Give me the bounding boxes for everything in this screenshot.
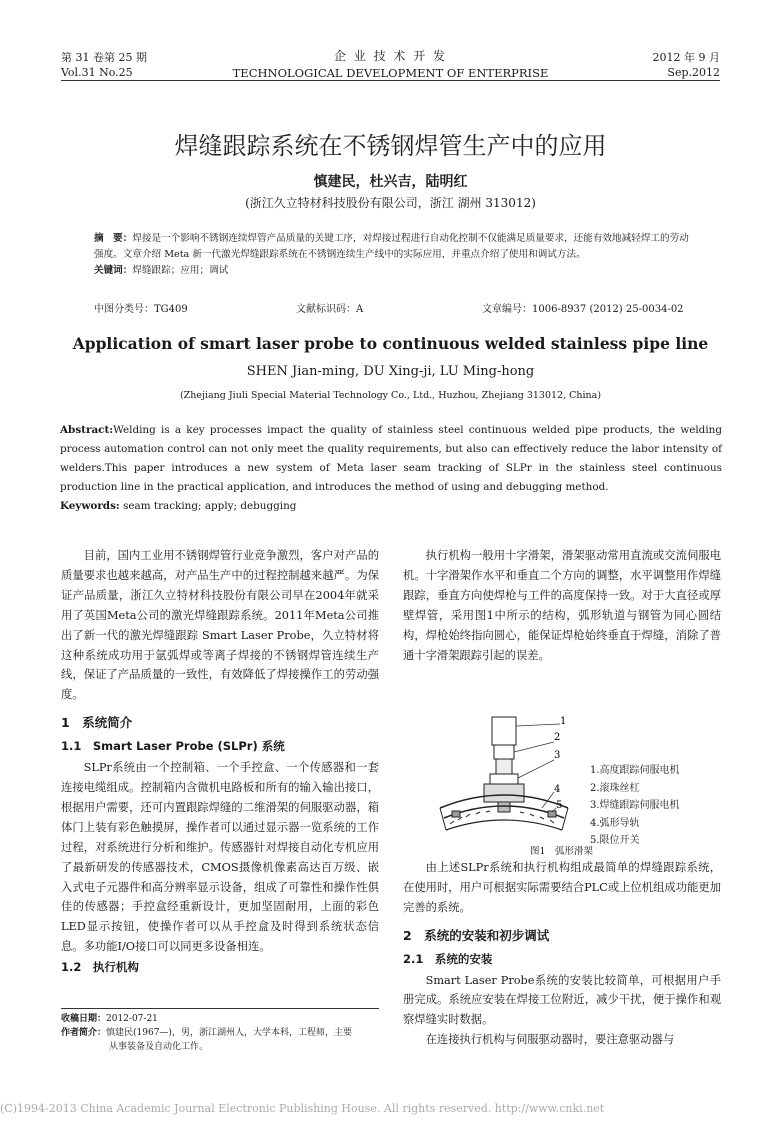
keywords-cn-label: 关键词： xyxy=(94,265,133,276)
legend-item-4: 4.弧形导轨 xyxy=(590,817,640,829)
right-column-bottom xyxy=(403,858,721,1050)
abstract-cn xyxy=(94,231,694,279)
volume-en: Vol.31 No.25 xyxy=(61,66,133,79)
section-1-1-paragraph: SLPr系统由一个控制箱、一个手控盒、一个传感器和一套连接电缆组成。控制箱内含微机电路板和所有的输入输出接口，根据用户需要，还可内置跟踪焊缝的二维滑架的伺服驱动器，箱体门上装有彩色触摸屏，操作者可以通过显示器一览系统的工作过程，对系统进行分析和维护。传感器针对焊接自动化专机应用了最新研发的传感器技术，CMOS摄像机像素高达百万级、嵌入式电子元器件和高分辨率显示设备，组成了可靠性和操作性俱佳的传感器；手控盒经重新设计，更加坚固耐用，上面的彩色LED显示按钮，使操作者可以从手控盒及时得到系统状态信息。多功能I/O接口可以同更多设备相连。 xyxy=(61,761,379,954)
paper-title-en: Application of smart laser probe to continuous welded stainless pipe line xyxy=(72,334,709,353)
legend-item-5: 5.限位开关 xyxy=(590,835,640,846)
abstract-cn-label: 摘 要： xyxy=(94,233,133,244)
footnote-rule xyxy=(61,1008,379,1009)
section-1-1-heading: 1.1 Smart Laser Probe (SLPr) 系统 xyxy=(61,739,285,754)
section-2-1-heading: 2.1 系统的安装 xyxy=(403,951,493,966)
header-rule xyxy=(61,80,720,81)
intro-paragraph: 目前，国内工业用不锈钢焊管行业竞争激烈，客户对产品的质量要求也越来越高，对产品生产中的过程控制越来越严。为保证产品质量，浙江久立特材科技股份有限公司早在2004年就采用了英国Meta公司的激光焊缝跟踪系统。2011年Meta公司推出了新一代的激光焊缝跟踪 Smart Laser Probe，久立特材将这种系统成功用于氩弧焊或等离子焊接的不锈钢焊管连续生产线，保证了产品质量的一致性，有效降低了焊接操作工的劳动强度。 xyxy=(61,549,379,702)
authors-cn: 慎建民，杜兴吉，陆明红 xyxy=(313,174,468,190)
abstract-en xyxy=(60,421,722,516)
callout-2: 2 xyxy=(554,732,561,743)
section-2-1-paragraph-a: Smart Laser Probe系统的安装比较简单，可根据用户手册完成。系统应安装在焊接工位附近，减少干扰，便于操作和观察焊缝实时数据。 xyxy=(403,973,721,1027)
figure-caption: 图1 弧形滑架 xyxy=(530,846,594,857)
author-bio-line2: 从事装备及自动化工作。 xyxy=(109,1042,209,1052)
keywords-en-text: seam tracking; apply; debugging xyxy=(119,500,297,512)
section-1-2-paragraph: 执行机构一般用十字滑架，滑架驱动常用直流或交流伺服电机。十字滑架作水平和垂直二个方向的调整，水平调整用作焊缝跟踪，垂直方向使焊枪与工件的高度保持一致。对于大直径或厚壁焊管，采用图1中所示的结构，弧形轨道与钢管为同心圆结构，焊枪始终指向圆心，能保证焊枪始终垂直于焊缝，消除了普通十字滑架跟踪引起的误差。 xyxy=(403,549,721,662)
callout-1: 1 xyxy=(560,716,567,727)
callout-4: 4 xyxy=(554,784,561,795)
right-column-top xyxy=(403,546,721,665)
paper-title-cn: 焊缝跟踪系统在不锈钢焊管生产中的应用 xyxy=(174,132,607,160)
keywords-cn-text: 焊缝跟踪；应用；调试 xyxy=(132,265,229,276)
date-cn: 2012 年 9 月 xyxy=(652,51,720,64)
received-label: 收稿日期： xyxy=(61,1014,107,1024)
affiliation-en: (Zhejiang Jiuli Special Material Technology Co., Ltd., Huzhou, Zhejiang 313012, China) xyxy=(179,390,602,401)
journal-name-en: TECHNOLOGICAL DEVELOPMENT OF ENTERPRISE xyxy=(232,66,549,80)
left-column xyxy=(61,546,379,978)
legend-item-3: 3.焊缝跟踪伺服电机 xyxy=(590,800,680,811)
keywords-en-label: Keywords: xyxy=(60,500,120,512)
document-code: 文献标识码：A xyxy=(296,304,364,315)
legend-item-1: 1.高度跟踪伺服电机 xyxy=(590,765,680,776)
author-bio-label: 作者简介： xyxy=(61,1028,107,1038)
figure-legend xyxy=(590,762,680,850)
volume-cn: 第 31 卷第 25 期 xyxy=(61,51,147,64)
article-number: 文章编号：1006-8937 (2012) 25-0034-02 xyxy=(482,304,684,315)
footnote xyxy=(61,1012,383,1054)
callout-3: 3 xyxy=(554,750,561,761)
author-bio-line1: 慎建民(1967—)，男，浙江湖州人，大学本科，工程师，主要 xyxy=(106,1028,352,1038)
section-2-1-paragraph-b: 在连接执行机构与伺服驱动器时，要注意驱动器与 xyxy=(425,1033,675,1047)
section-2-heading: 2 系统的安装和初步调试 xyxy=(403,927,550,943)
received-date: 2012-07-21 xyxy=(106,1014,158,1024)
section-1-2-heading: 1.2 执行机构 xyxy=(61,960,139,975)
callout-5: 5 xyxy=(556,800,563,811)
clc-number: 中图分类号：TG409 xyxy=(94,304,188,315)
system-summary-paragraph: 由上述SLPr系统和执行机构组成最简单的焊缝跟踪系统，在使用时，用户可根据实际需要结合PLC或上位机组成功能更加完善的系统。 xyxy=(403,861,721,914)
abstract-en-label: Abstract: xyxy=(60,424,114,436)
abstract-cn-text: 焊接是一个影响不锈钢连续焊管产品质量的关键工序，对焊接过程进行自动化控制不仅能满足质量要求，还能有效地减轻焊工的劳动强度。文章介绍 Meta 新一代激光焊缝跟踪系统在不锈钢连续生产线中的实际应用，并重点介绍了使用和调试方法。 xyxy=(94,233,689,260)
height-servo-motor-shape xyxy=(492,717,516,745)
date-en: Sep.2012 xyxy=(667,66,720,79)
journal-name-cn: 企 业 技 术 开 发 xyxy=(333,49,448,63)
affiliation-cn: (浙江久立特材科技股份有限公司，浙江 湖州 313012) xyxy=(245,196,536,210)
copyright-footer: (C)1994-2013 China Academic Journal Electronic Publishing House. All rights reserved. http://www.cnki.net xyxy=(0,1102,605,1115)
authors-en: SHEN Jian-ming, DU Xing-ji, LU Ming-hong xyxy=(246,364,535,379)
section-1-heading: 1 系统简介 xyxy=(61,715,133,731)
figure-arc-slide xyxy=(432,712,582,842)
abstract-en-text: Welding is a key processes impact the quality of stainless steel continuous welded pipe products, the welding process automation control can not only meet the quality requirements, but also can effectively reduce the labor intensity of welders.This paper introduces a new system of Meta laser seam tracking of SLPr in the stainless steel continuous production line in the practical application, and introduces the method of using and debugging method. xyxy=(60,424,722,493)
legend-item-2: 2.滚珠丝杠 xyxy=(590,782,640,794)
